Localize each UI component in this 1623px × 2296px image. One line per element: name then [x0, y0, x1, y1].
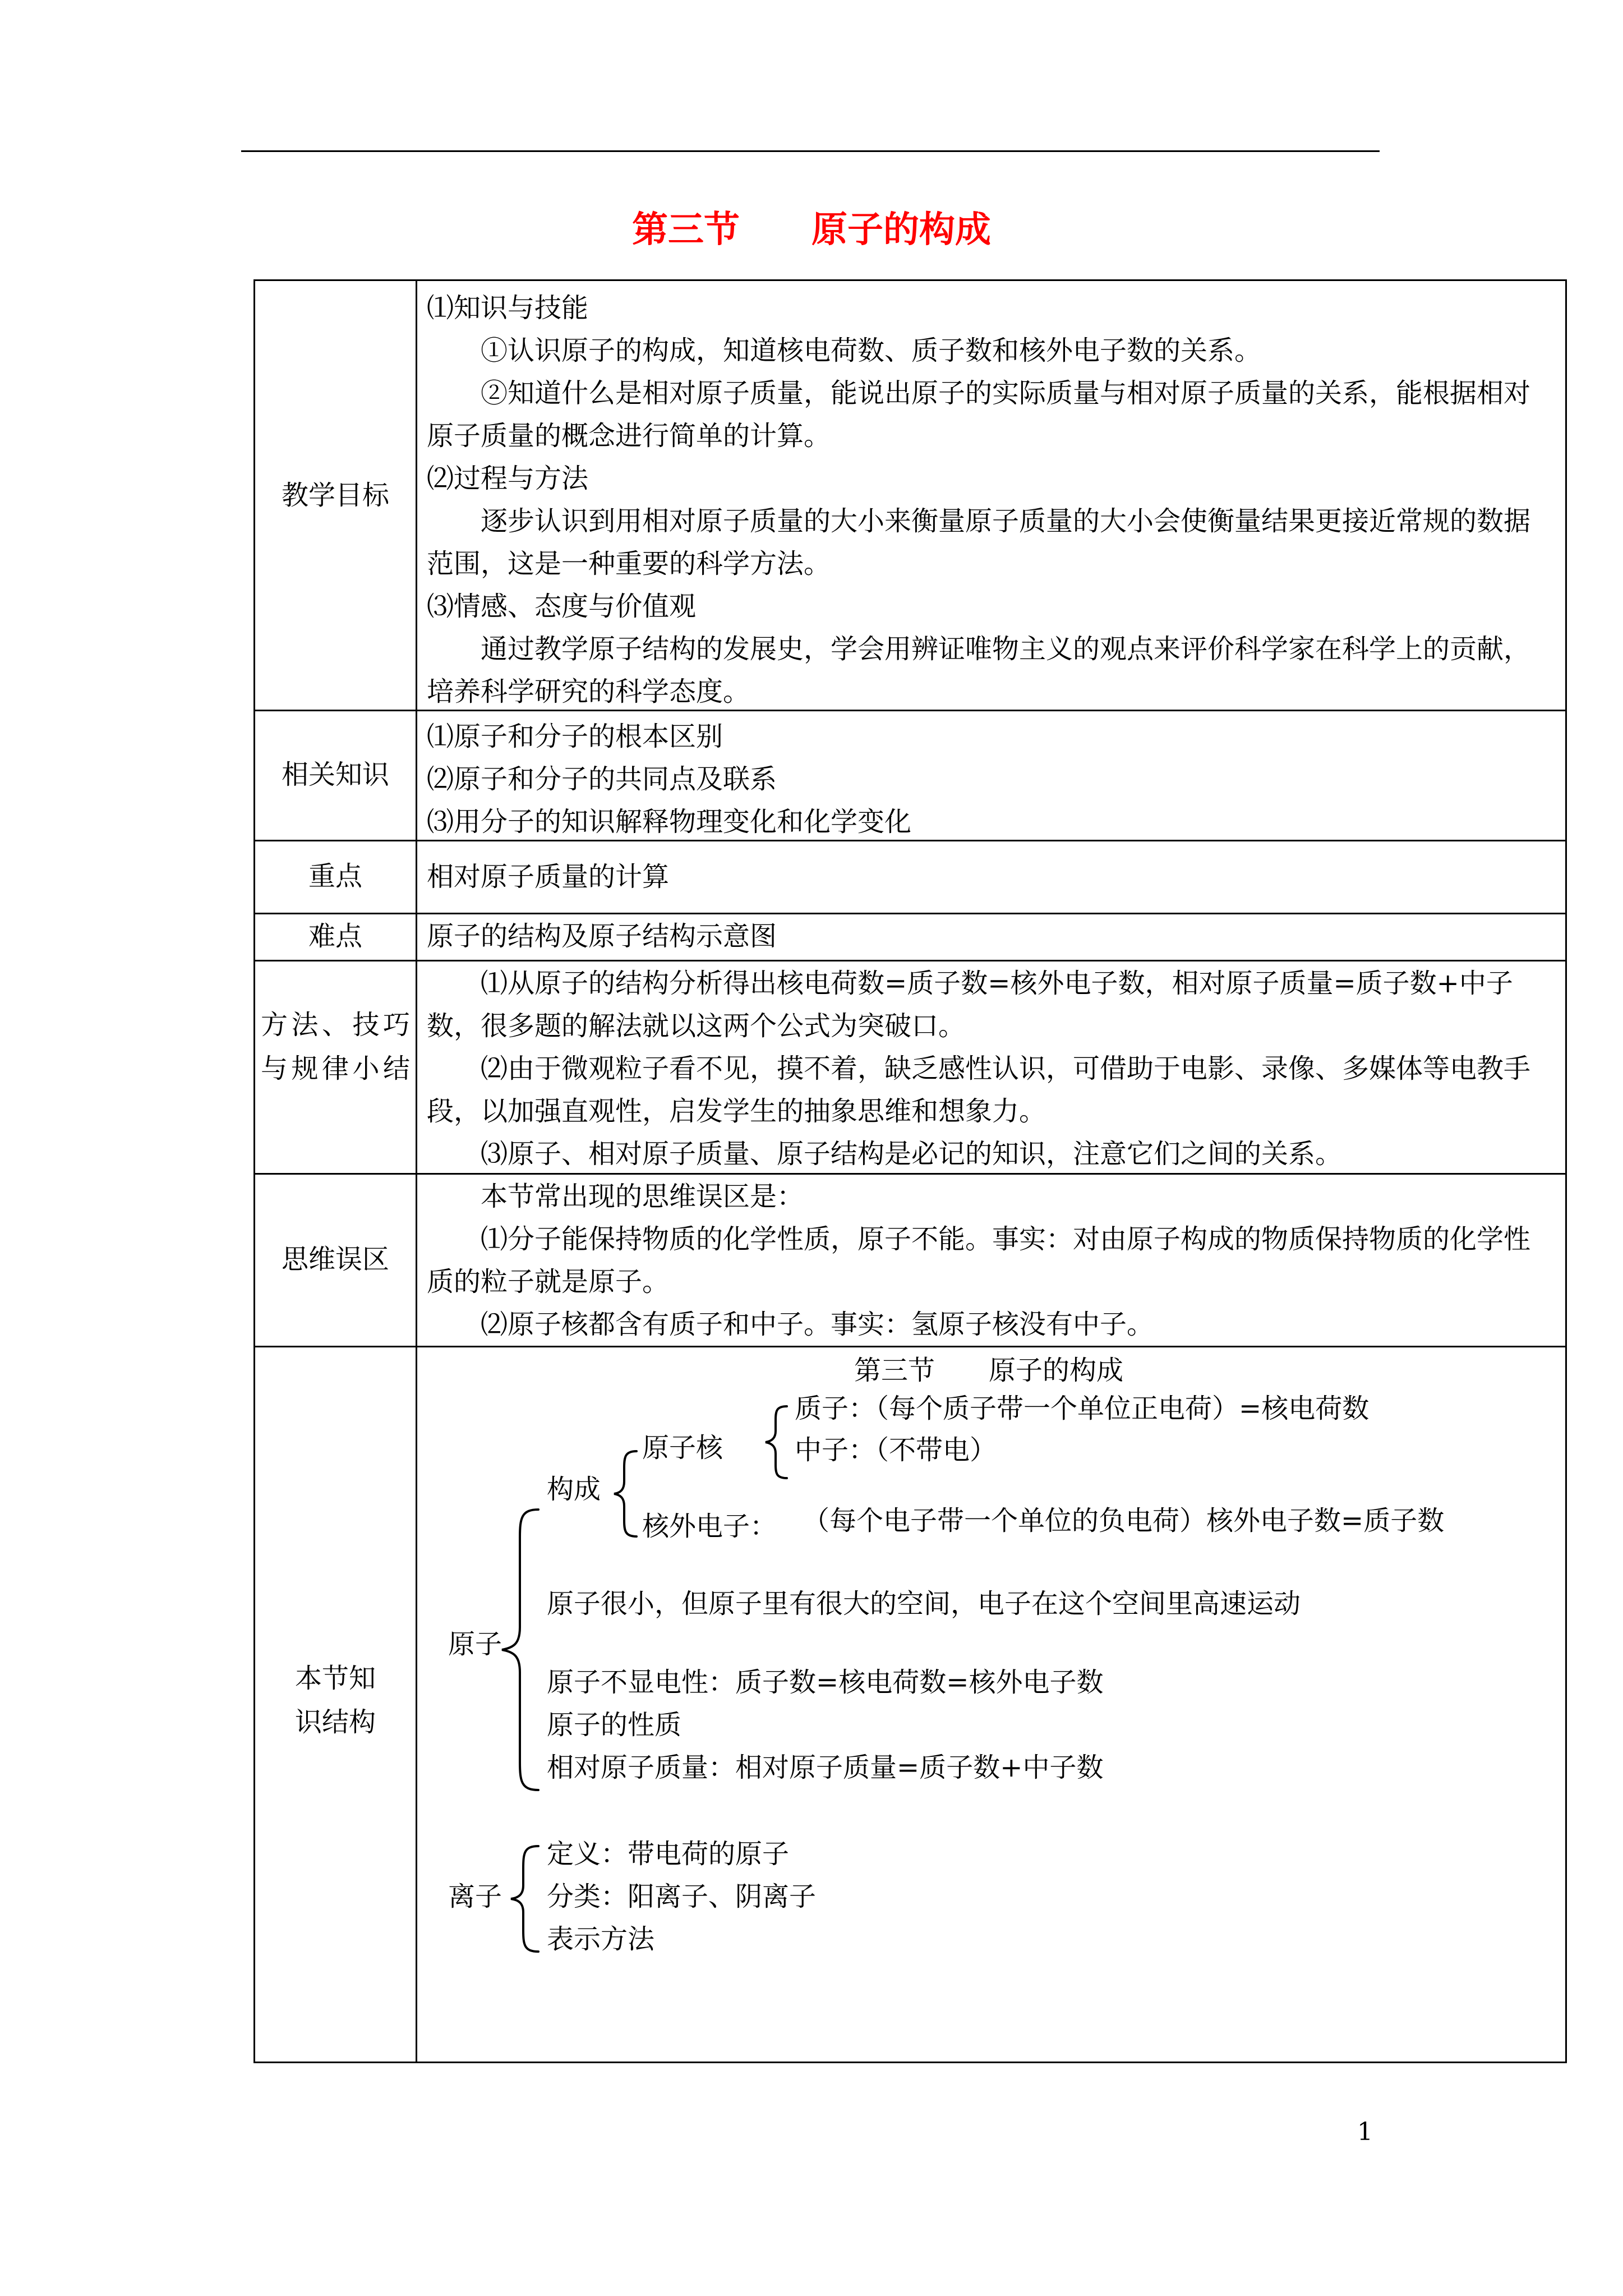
text-line: 逐步认识到用相对原子质量的大小来衡量原子质量的大小会使衡量结果更接近常规的数据范围，这是一种重要的科学方法。 [427, 505, 1531, 579]
text-line: ⑶用分子的知识解释物理变化和化学变化 [427, 806, 912, 838]
text-line: 相对原子质量的计算 [427, 861, 670, 892]
node-small-space: 原子很小，但原子里有很大的空间，电子在这个空间里高速运动 [547, 1588, 1301, 1619]
brace-nucleus [766, 1406, 787, 1478]
text-line: ⑴知识与技能 [427, 292, 589, 324]
page-number: 1 [1357, 2118, 1373, 2146]
node-nucleus: 原子核 [642, 1432, 723, 1464]
row-label-key-point: 重点 [308, 861, 362, 892]
node-neutron: 中子：（不带电） [795, 1434, 997, 1466]
row-label-misconceptions: 思维误区 [281, 1244, 389, 1275]
text-line: 原子的结构及原子结构示意图 [427, 921, 777, 952]
node-neutral: 原子不显电性：质子数=核电荷数=核外电子数 [547, 1667, 1104, 1698]
node-properties: 原子的性质 [547, 1709, 682, 1741]
text-line: ⑵由于微观粒子看不见，摸不着，缺乏感性认识，可借助于电影、录像、多媒体等电教手段，以加强直观性，启发学生的抽象思维和想象力。 [427, 1053, 1531, 1127]
node-proton: 质子：（每个质子带一个单位正电荷）=核电荷数 [795, 1393, 1370, 1424]
node-ion: 离子 [448, 1881, 502, 1912]
text-line: ⑴从原子的结构分析得出核电荷数=质子数=核外电子数，相对原子质量=质子数+中子数，很多题的解法就以这两个公式为突破口。 [427, 968, 1513, 1042]
node-atom: 原子 [448, 1628, 502, 1660]
brace-composition [614, 1451, 637, 1536]
node-relative-mass: 相对原子质量：相对原子质量=质子数+中子数 [547, 1752, 1104, 1783]
node-ion-notation: 表示方法 [547, 1924, 655, 1955]
row-label-related-knowledge: 相关知识 [281, 759, 389, 790]
node-electron-label: 核外电子： [642, 1511, 777, 1542]
text-line: ⑵过程与方法 [427, 463, 589, 494]
text-line: ⑶情感、态度与价值观 [427, 591, 697, 622]
lesson-table [253, 279, 1567, 2063]
row-label-teaching-goals: 教学目标 [281, 480, 389, 511]
text-line: 本节常出现的思维误区是： [481, 1181, 804, 1212]
brace-ion [511, 1846, 538, 1952]
text-line: ⑶原子、相对原子质量、原子结构是必记的知识，注意它们之间的关系。 [481, 1138, 1343, 1170]
brace-atom [502, 1510, 538, 1790]
structure-braces [255, 281, 1565, 2062]
structure-title: 第三节 原子的构成 [854, 1355, 1124, 1386]
text-line: ⑴分子能保持物质的化学性质，原子不能。事实：对由原子构成的物质保持物质的化学性质的粒子就是原子。 [427, 1223, 1531, 1297]
node-ion-types: 分类：阳离子、阴离子 [547, 1881, 817, 1912]
row-label-knowledge-structure-text: 本节知识结构 [294, 1663, 376, 1738]
text-line: ⑵原子和分子的共同点及联系 [427, 763, 777, 795]
node-ion-definition: 定义：带电荷的原子 [547, 1838, 790, 1870]
text-line: ②知道什么是相对原子质量，能说出原子的实际质量与相对原子质量的关系，能根据相对原子质量的概念进行简单的计算。 [427, 378, 1531, 452]
row-label-methods: 方法、技巧与规律小结 [261, 1009, 410, 1084]
node-composition: 构成 [547, 1474, 601, 1505]
header-rule [241, 150, 1380, 152]
page-title: 第三节 原子的构成 [632, 209, 991, 251]
row-label-difficult-point: 难点 [308, 921, 362, 952]
text-line: ⑴原子和分子的根本区别 [427, 721, 723, 752]
text-line: ⑵原子核都含有质子和中子。事实：氢原子核没有中子。 [481, 1309, 1154, 1340]
text-line: ①认识原子的构成，知道核电荷数、质子数和核外电子数的关系。 [481, 335, 1262, 366]
node-electron-desc: （每个电子带一个单位的负电荷）核外电子数=质子数 [803, 1505, 1445, 1536]
text-line: 通过教学原子结构的发展史，学会用辨证唯物主义的观点来评价科学家在科学上的贡献，培养科学研究的科学态度。 [427, 633, 1531, 707]
